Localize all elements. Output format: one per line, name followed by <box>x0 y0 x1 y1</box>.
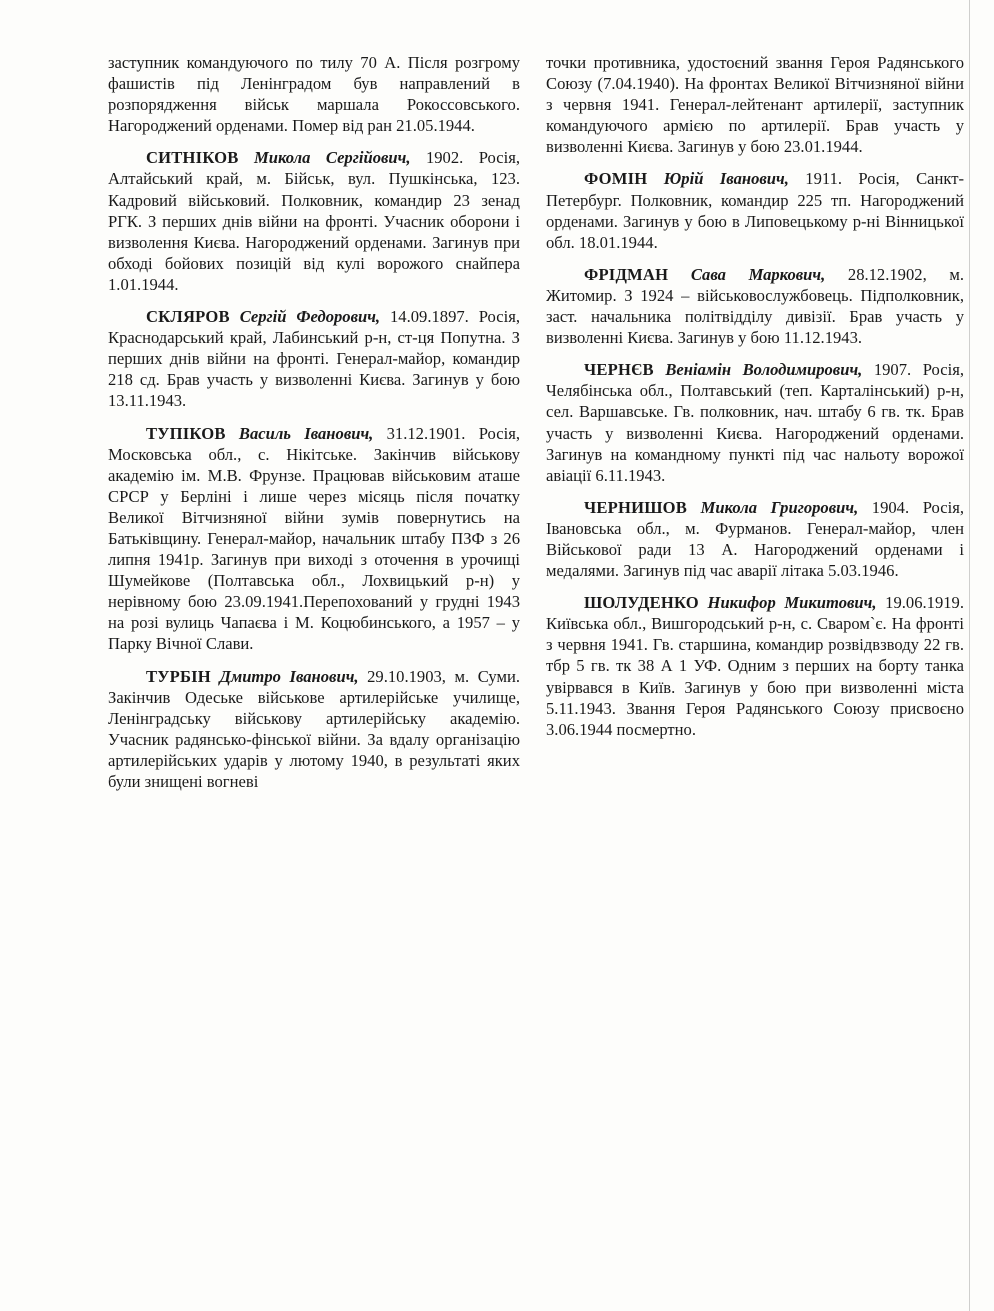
entry-text: 31.12.1901. Росія, Московська обл., с. Нікітське. Закінчив військову академію ім. М.В. Фрунзе. Працював військовим аташе СРСР у Берліні і лише через місяць після початку Великої Вітчизняної війни зумів повернутись на Батьківщину. Генерал-майор, начальник штабу ПЗФ з 26 липня 1941р. Загинув при виході з оточення в урочищі Шумейкове (Полтавська обл., Лохвицький р-н) у нерівному бою 23.09.1941.Перепохований у грудні 1943 на розі вулиць Чапаєва і М. Коцюбинського, а 1957 – у Парку Вічної Слави. <box>108 423 521 654</box>
entry-given-name: Сава Маркович, <box>690 264 826 284</box>
entry-given-name: Сергій Федорович, <box>239 307 381 327</box>
entry-text: 1911. Росія, Санкт-Петербург. Полковник, командир 225 тп. Нагороджений орденами. Загинув у бою в Липовецькому р-ні Вінницької обл. 18.01.1944. <box>546 169 964 252</box>
biography-entry <box>546 592 964 740</box>
entry-surname: ТУРБІН <box>146 666 211 686</box>
page-edge-shadow <box>969 0 970 1311</box>
biography-entry <box>108 306 520 411</box>
entry-given-name: Никифор Микитович, <box>707 593 877 613</box>
continued-entry-text: заступник командуючого по тилу 70 А. Після розгрому фашистів під Ленінградом був направлений в розпорядження військ маршала Рокоссовського. Нагороджений орденами. Помер від ран 21.05.1944. <box>108 53 520 136</box>
entry-text: 19.06.1919. Київська обл., Вишгородський р-н, с. Сваром`є. На фронті з червня 1941. Гв. старшина, командир розвідвзводу 22 гв. тбр 5 гв. тк 38 А 1 УФ. Одним з перших на борту танка увірвався в Київ. Загинув у бою при визволенні міста 5.11.1943. Звання Героя Радянського Союзу присвоєно 3.06.1944 посмертно. <box>546 593 964 739</box>
entry-given-name: Дмитро Іванович, <box>219 666 359 686</box>
left-column <box>108 52 520 803</box>
biography-entry <box>546 497 964 581</box>
biography-entry <box>108 423 520 655</box>
entry-given-name: Василь Іванович, <box>238 423 374 443</box>
entry-text: 29.10.1903, м. Суми. Закінчив Одеське військове артилерійське училище, Ленінградську військову артилерійську академію. Учасник радянсько-фінської війни. За вдалу організацію артилерійських ударів у лютому 1940, в результаті яких були знищені вогневі <box>108 666 520 791</box>
entry-surname: ЧЕРНЄВ <box>584 360 654 380</box>
entry-text: 28.12.1902, м. Житомир. З 1924 – військовослужбовець. Підполковник, заст. начальника політвідділу дивізії. Брав участь у визволенні Києва. Загинув у бою 11.12.1943. <box>546 264 964 348</box>
entry-given-name: Веніамін Володимирович, <box>665 360 863 380</box>
entry-text: 14.09.1897. Росія, Краснодарський край, Лабинський р-н, ст-ця Попутна. З перших днів війни на фронті. Генерал-майор, командир 218 сд. Брав участь у визволенні Києва. Загинув у бою 13.11.1943. <box>108 307 521 411</box>
entry-surname: ТУПІКОВ <box>146 423 226 443</box>
continued-entry-text: точки противника, удостоєний звання Героя Радянського Союзу (7.04.1940). На фронтах Великої Вітчизняної війни з червня 1941. Генерал-лейтенант артилерії, заступник командуючого армією по артилерії. Брав участь у визволенні Києва. Загинув у бою 23.01.1944. <box>546 53 964 157</box>
entry-surname: ФОМІН <box>584 169 648 189</box>
entry-surname: СКЛЯРОВ <box>146 307 230 327</box>
biography-entry <box>546 359 964 486</box>
biography-entry <box>546 264 964 348</box>
entry-surname: СИТНІКОВ <box>146 148 239 168</box>
entry-surname: ШОЛУДЕНКО <box>584 593 699 613</box>
entry-given-name: Микола Сергійович, <box>253 148 411 168</box>
biography-entry <box>546 168 964 252</box>
biography-entry <box>108 147 520 295</box>
entry-text: 1902. Росія, Алтайський край, м. Бійськ, вул. Пушкінська, 123. Кадровий військовий. Полковник, командир 23 зенад РГК. З перших днів війни на фронті. Учасник оборони і визволення Києва. Нагороджений орденами. Загинув при обході бойових позицій від кулі ворожого снайпера 1.01.1944. <box>108 148 521 294</box>
right-column <box>546 52 964 751</box>
entry-given-name: Микола Григорович, <box>700 497 859 517</box>
entry-text: 1907. Росія, Челябінська обл., Полтавський (теп. Карталінський) р-н, сел. Варшавське. Гв. полковник, нач. штабу 6 гв. тк. Брав участь у визволенні Києва. Нагороджений орденами. Загинув на командному пункті під час нальоту ворожої авіації 6.11.1943. <box>546 360 964 485</box>
entry-surname: ЧЕРНИШОВ <box>584 497 687 517</box>
biography-entry <box>108 666 520 793</box>
entry-surname: ФРІДМАН <box>584 264 669 284</box>
entry-text: 1904. Росія, Івановська обл., м. Фурманов. Генерал-майор, член Військової ради 13 А. Нагороджений орденами і медалями. Загинув під час аварії літака 5.03.1946. <box>546 497 964 581</box>
entry-given-name: Юрій Іванович, <box>663 169 789 189</box>
